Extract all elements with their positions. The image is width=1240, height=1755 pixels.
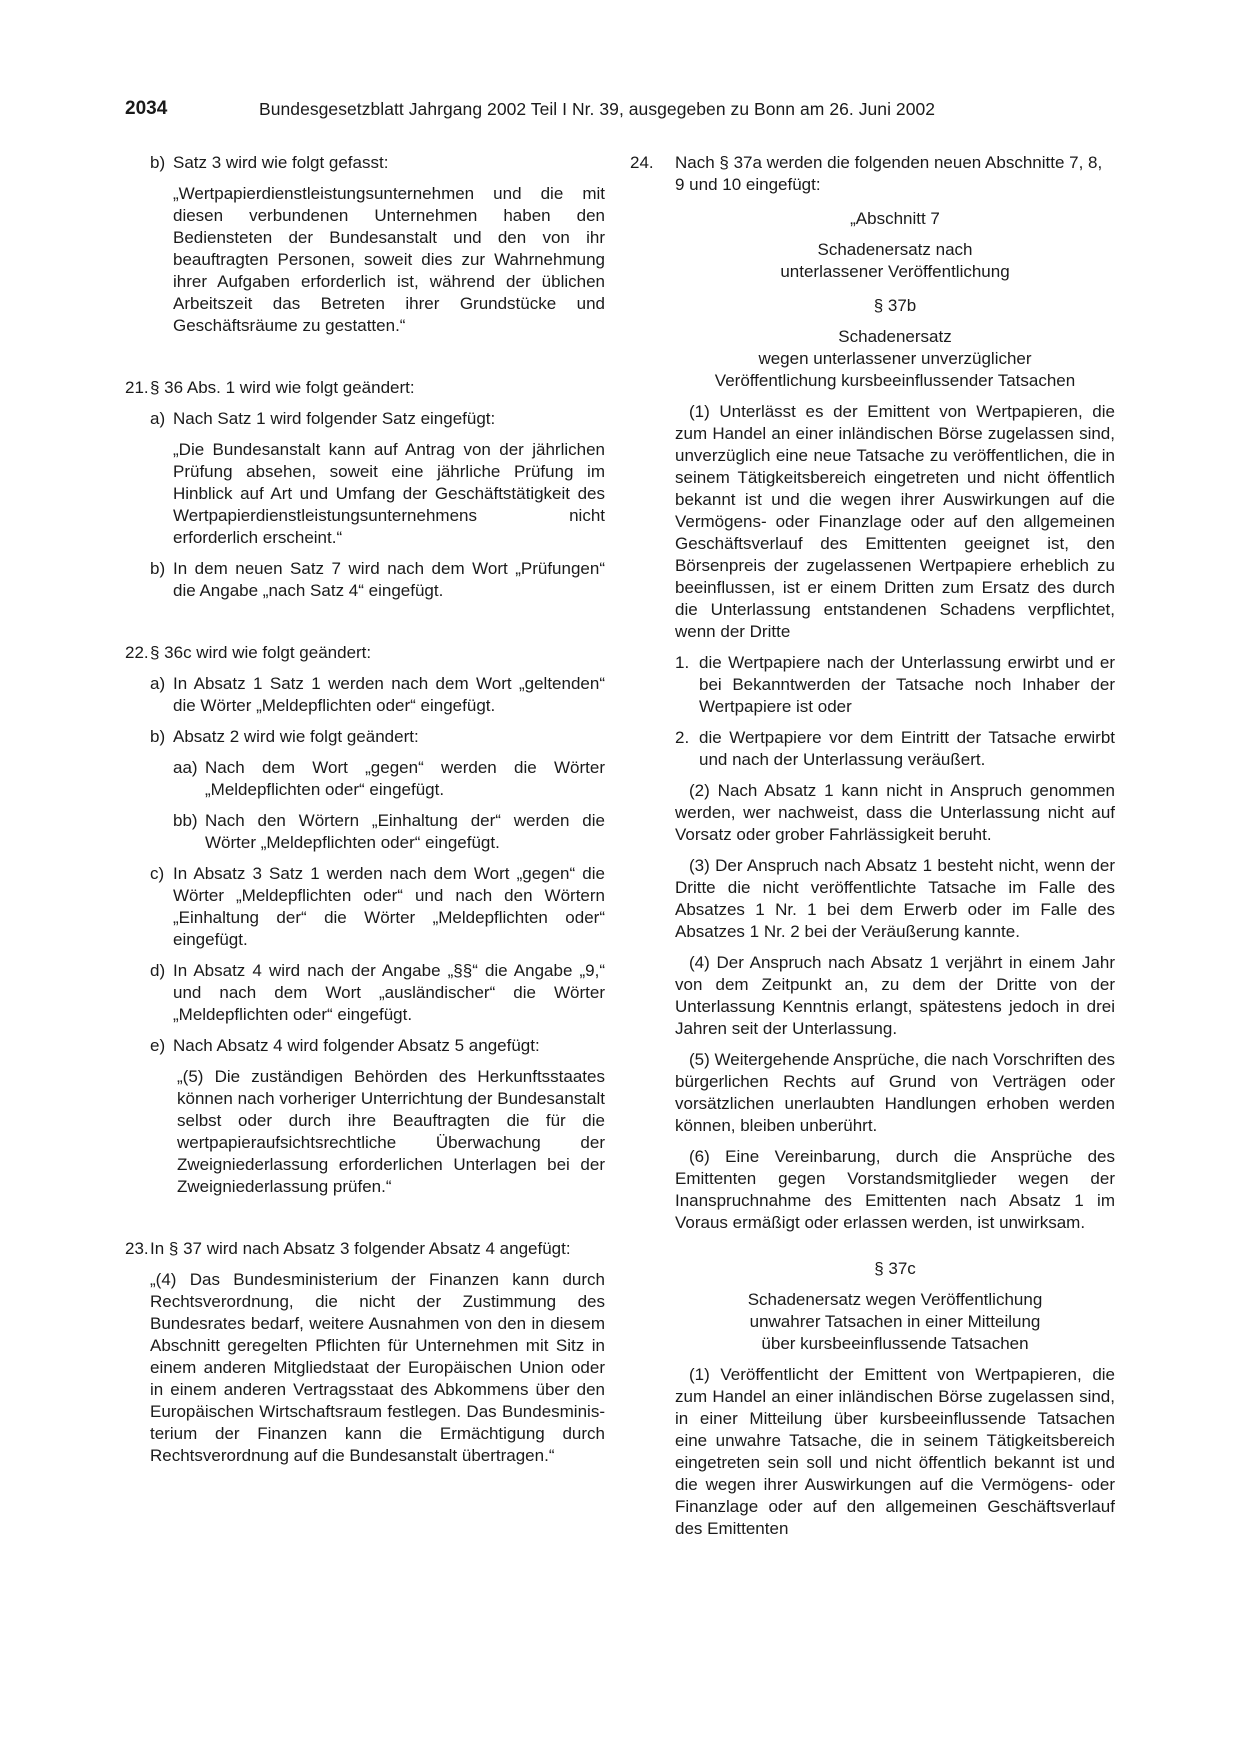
item-number: 21.: [125, 378, 149, 397]
list-item-2: [675, 727, 1115, 771]
paragraph-title-line: über kursbeeinflussende Tatsachen: [761, 1334, 1029, 1353]
item-label: d): [150, 961, 166, 980]
item-number: 23.: [125, 1239, 149, 1258]
left-column: [125, 152, 605, 1467]
paragraph-title-line: wegen unterlassener unverzüglicher: [758, 349, 1032, 368]
list-label: 1.: [675, 653, 690, 672]
item-text: Satz 3 wird wie folgt gefasst:: [173, 153, 389, 172]
section-title-line: Schadenersatz nach: [817, 240, 973, 259]
item-text: Nach dem Wort „gegen“ werden die Wörter „Meldepflichten oder“ eingefügt.: [205, 758, 605, 799]
item-label: a): [150, 674, 166, 693]
item-label: bb): [173, 811, 198, 830]
item-text: In Absatz 4 wird nach der Angabe „§§“ die Angabe „9,“ und nach dem Wort „ausländischer“ die Wörter „Meldepflichten oder“ eingefügt.: [173, 961, 605, 1024]
item-22b-bb: [125, 810, 605, 854]
paragraph-title-line: Veröffentlichung kursbeeinflussender Tatsachen: [714, 371, 1076, 390]
item-21: [125, 377, 605, 399]
absatz-37b-2: (2) Nach Absatz 1 kann nicht in Anspruch genommen werden, wer nachweist, dass die Unterlassung nicht auf Vorsatz oder grober Fahrlässigkeit beruht.: [675, 781, 1115, 844]
item-22: [125, 642, 605, 664]
gazette-title: Bundesgesetzblatt Jahrgang 2002 Teil I Nr. 39, ausgegeben zu Bonn am 26. Juni 2002: [259, 99, 936, 119]
section-heading: „Abschnitt 7: [850, 209, 940, 228]
paragraph-title-line: unwahrer Tatsachen in einer Mitteilung: [749, 1312, 1041, 1331]
item-label: aa): [173, 758, 198, 777]
item-22d: [125, 960, 605, 1026]
paragraph-title-line: Schadenersatz: [838, 327, 952, 346]
item-number: 24.: [630, 153, 654, 172]
item-text: Nach den Wörtern „Einhaltung der“ werden die Wörter „Meldepflichten oder“ eingefügt.: [205, 811, 605, 852]
absatz-37b-5: (5) Weitergehende Ansprüche, die nach Vorschriften des bürgerlichen Rechts auf Grund von Verträgen oder vorsätzlichen unerlaubten Handlungen erhoben werden können, bleiben unberührt.: [675, 1050, 1115, 1135]
item-text: Nach Absatz 4 wird folgender Absatz 5 angefügt:: [173, 1036, 540, 1055]
item-21a: [125, 408, 605, 430]
page-header: [125, 98, 1115, 124]
item-b-satz3: [125, 152, 605, 174]
list-text: die Wertpapiere nach der Unterlassung erwirbt und er bei Bekanntwerden der Tatsache noch Inhaber der Wertpapiere ist oder: [699, 653, 1115, 716]
item-label: b): [150, 559, 166, 578]
quote-23: „(4) Das Bundesministerium der Finanzen kann durch Rechtsverordnung, die nicht der Zustimmung des Bundesrates bedarf, weitere Ausnahmen von den in diesem Abschnitt geregelten Pflichten für Unternehmen mit Sitz in einem anderen Mitgliedstaat der Europäischen Union oder in einem anderen Vertragsstaat des Abkommens über den Europäischen Wirtschaftsraum festlegen. Das Bundesministerium der Finanzen kann die Ermächtigung durch Rechtsverordnung auf die Bundesanstalt übertragen.“: [150, 1270, 605, 1465]
list-label: 2.: [675, 728, 690, 747]
section-block: [630, 196, 1115, 1540]
item-text: In Absatz 3 Satz 1 werden nach dem Wort „gegen“ die Wörter „Meldepflichten oder“ und nach den Wörtern „Einhaltung der“ die Wörter „Meldepflichten oder“ eingefügt.: [173, 864, 605, 949]
list-item-1: [675, 652, 1115, 718]
item-22b: [125, 726, 605, 748]
item-label: c): [150, 864, 165, 883]
absatz-37b-1: (1) Unterlässt es der Emittent von Wertpapieren, die zum Handel an einer inländischen Börse zugelassen sind, unverzüglich eine neue Tatsache zu veröffentlichen, die in seinem Tätigkeitsbereich eingetreten und nicht öffentlich bekannt ist und die wegen ihrer Auswirkungen auf die Vermögens- oder Finanzlage oder auf den allgemeinen Geschäftsverlauf des Emittenten geeignet ist, den Börsenpreis der zugelassenen Wertpapiere erheblich zu beeinflussen, ist er einem Dritten zum Ersatz des durch die Unterlassung entstandenen Schadens verpflichtet, wenn der Dritte: [675, 402, 1115, 641]
item-number: 22.: [125, 643, 149, 662]
paragraph-title-line: Schadenersatz wegen Veröffentlichung: [747, 1290, 1043, 1309]
item-22b-aa: [125, 757, 605, 801]
quote-21a: „Die Bundesanstalt kann auf Antrag von der jährlichen Prüfung absehen, soweit eine jährliche Prüfung im Hinblick auf Art und Umfang der Geschäftstätigkeit des Wertpapierdienstleistungsunternehmens nicht erforderlich erscheint.“: [173, 440, 605, 547]
item-text: In Absatz 1 Satz 1 werden nach dem Wort „geltenden“ die Wörter „Meldepflichten oder“ eingefügt.: [173, 674, 605, 715]
quote-22e: „(5) Die zuständigen Behörden des Herkunftsstaates können nach vorheriger Unterrichtung der Bundesanstalt selbst oder durch ihre Beauftragten die für die wertpapieraufsichtsrechtliche Überwachung der Zweigniederlassung erforderlichen Unterlagen bei der Zweigniederlassung prüfen.“: [177, 1067, 605, 1196]
absatz-37c-1: (1) Veröffentlicht der Emittent von Wertpapieren, die zum Handel an einer inländischen Börse zugelassen sind, in einer Mitteilung über kursbeeinflussende Tatsachen eine unwahre Tatsache, die in seinem Tätigkeitsbereich eingetreten sein soll und nicht öffentlich bekannt ist und die wegen ihrer Auswirkungen auf die Vermögens- oder Finanzlage oder auf den allgemeinen Geschäftsverlauf des Emittenten: [675, 1365, 1115, 1538]
paragraph-heading-37b: § 37b: [873, 296, 917, 315]
item-text: § 36c wird wie folgt geändert:: [150, 643, 372, 662]
item-label: b): [150, 727, 166, 746]
item-24: [630, 152, 1115, 196]
absatz-37b-4: (4) Der Anspruch nach Absatz 1 verjährt in einem Jahr von dem Zeitpunkt an, zu dem der Dritte von der Unterlassung Kenntnis erlangt, spätestens jedoch in drei Jahren seit der Unterlassung.: [675, 953, 1115, 1038]
list-text: die Wertpapiere vor dem Eintritt der Tatsache erwirbt und nach der Unterlassung veräußert.: [699, 728, 1115, 769]
item-21b: [125, 558, 605, 602]
item-label: a): [150, 409, 166, 428]
item-22e: [125, 1035, 605, 1057]
item-text: Nach § 37a werden die folgenden neuen Abschnitte 7, 8, 9 und 10 eingefügt:: [675, 153, 1103, 194]
section-title-line: unterlassener Veröffentlichung: [780, 262, 1010, 281]
item-text: Nach Satz 1 wird folgender Satz eingefügt:: [173, 409, 496, 428]
absatz-37b-6: (6) Eine Vereinbarung, durch die Ansprüche des Emittenten gegen Vorstandsmitglieder wegen der Inanspruchnahme des Emittenten nach Absatz 1 im Voraus ermäßigt oder erlassen werden, ist unwirksam.: [675, 1147, 1115, 1232]
item-22a: [125, 673, 605, 717]
paragraph-heading-37c: § 37c: [874, 1259, 916, 1278]
item-text: In dem neuen Satz 7 wird nach dem Wort „Prüfungen“ die Angabe „nach Satz 4“ eingefügt.: [173, 559, 605, 600]
right-column: [630, 152, 1115, 1540]
quote-satz3: „Wertpapierdienstleistungsunternehmen und die mit diesen verbundenen Unternehmen haben den Bediensteten der Bundesanstalt und den von ihr beauftragten Personen, soweit dies zur Wahrnehmung ihrer Aufgaben erforderlich ist, während der üblichen Arbeitszeit das Betreten ihrer Grundstücke und Geschäftsräume zu gestatten.“: [173, 184, 605, 335]
item-text: In § 37 wird nach Absatz 3 folgender Absatz 4 angefügt:: [150, 1239, 571, 1258]
item-label: e): [150, 1036, 166, 1055]
item-label: b): [150, 153, 166, 172]
item-text: Absatz 2 wird wie folgt geändert:: [173, 727, 419, 746]
item-23: [125, 1238, 605, 1260]
item-text: § 36 Abs. 1 wird wie folgt geändert:: [150, 378, 415, 397]
page-number: 2034: [125, 98, 168, 119]
absatz-37b-3: (3) Der Anspruch nach Absatz 1 besteht nicht, wenn der Dritte die nicht veröffentlichte Tatsache im Falle des Absatzes 1 Nr. 1 bei dem Erwerb oder im Falle des Absatzes 1 Nr. 2 bei der Veräußerung kannte.: [675, 856, 1115, 941]
item-22c: [125, 863, 605, 951]
